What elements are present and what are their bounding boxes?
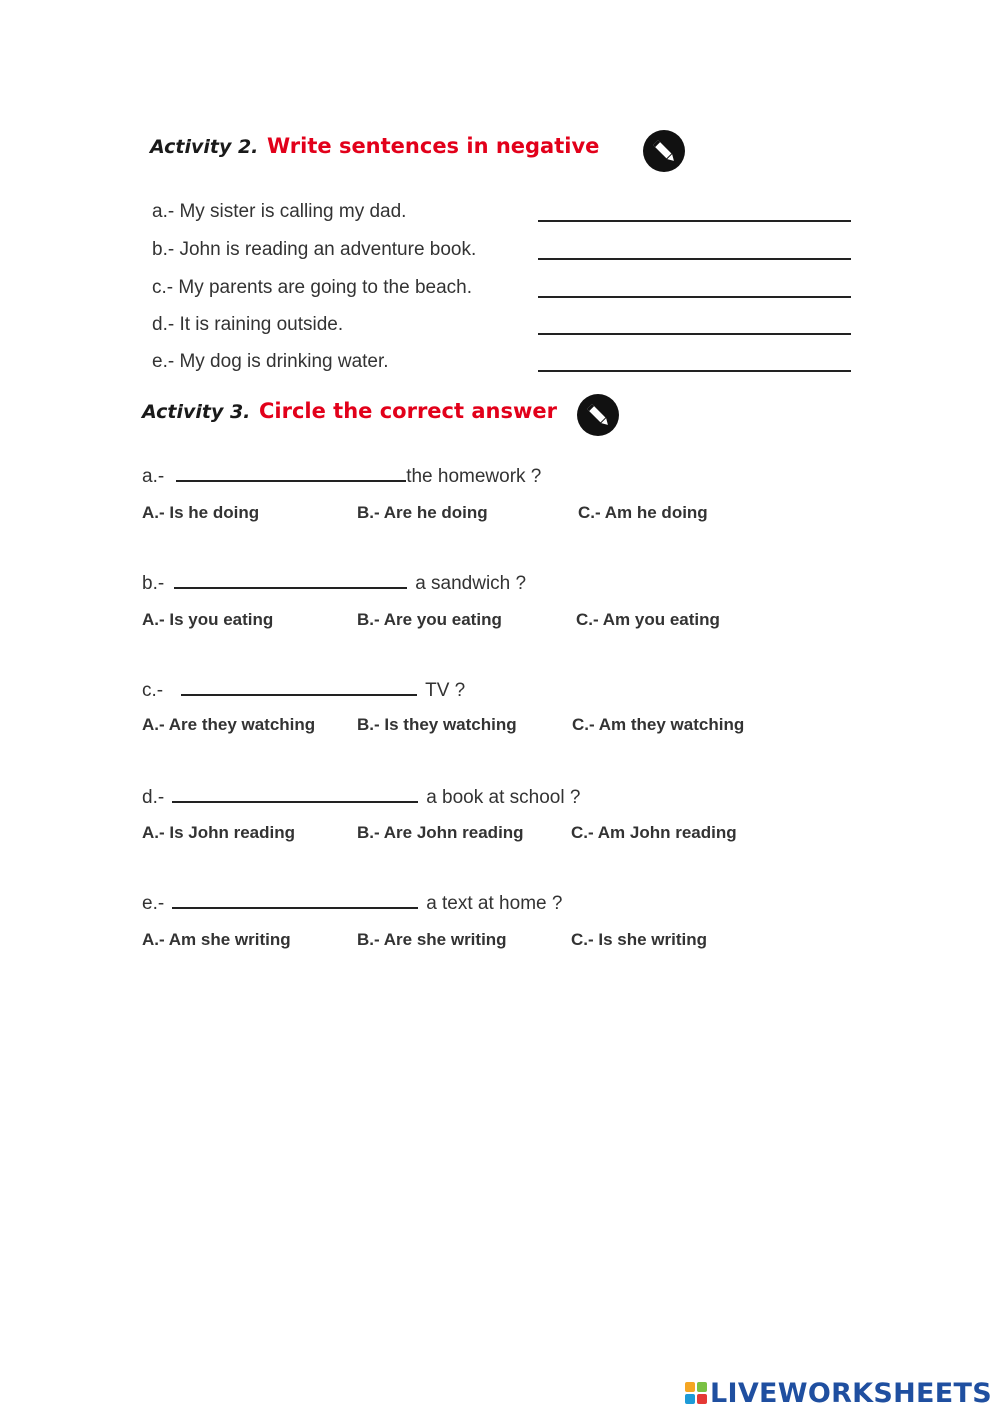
logo-grid-icon bbox=[685, 1382, 707, 1404]
activity-3-title: Circle the correct answer bbox=[259, 399, 557, 423]
option-c-A[interactable]: A.- Are they watching bbox=[142, 715, 316, 734]
answer-blank[interactable] bbox=[181, 694, 417, 696]
answer-line-a[interactable] bbox=[538, 220, 851, 222]
question-suffix: a book at school ? bbox=[426, 787, 581, 808]
option-a-B[interactable]: B.- Are he doing bbox=[357, 503, 488, 522]
option-d-A[interactable]: A.- Is John reading bbox=[142, 823, 296, 842]
liveworksheets-logo bbox=[685, 1378, 992, 1408]
question-prefix: a.- bbox=[142, 466, 165, 487]
question-e bbox=[142, 893, 562, 915]
question-d bbox=[142, 787, 580, 809]
question-suffix: TV ? bbox=[425, 680, 466, 701]
question-suffix: the homework ? bbox=[406, 466, 542, 487]
question-suffix: a text at home ? bbox=[426, 893, 563, 914]
logo-square bbox=[697, 1394, 707, 1404]
brand-name: LIVEWORKSHEETS bbox=[709, 1377, 992, 1409]
question-c bbox=[142, 680, 465, 702]
answer-line-c[interactable] bbox=[538, 296, 851, 298]
question-b bbox=[142, 573, 526, 595]
option-a-A[interactable]: A.- Is he doing bbox=[142, 503, 260, 522]
activity-3-label: Activity 3. bbox=[142, 401, 251, 423]
option-b-B[interactable]: B.- Are you eating bbox=[357, 610, 502, 629]
answer-blank[interactable] bbox=[176, 480, 406, 482]
option-c-C[interactable]: C.- Am they watching bbox=[572, 715, 745, 734]
sentence-a: a.- My sister is calling my dad. bbox=[152, 201, 407, 222]
sentence-d: d.- It is raining outside. bbox=[152, 314, 344, 335]
option-e-A[interactable]: A.- Am she writing bbox=[142, 930, 291, 949]
answer-line-d[interactable] bbox=[538, 333, 851, 335]
pencil-icon bbox=[577, 394, 619, 436]
logo-square bbox=[685, 1394, 695, 1404]
answer-line-e[interactable] bbox=[538, 370, 851, 372]
sentence-e: e.- My dog is drinking water. bbox=[152, 351, 389, 372]
answer-line-b[interactable] bbox=[538, 258, 851, 260]
activity-2-label: Activity 2. bbox=[150, 136, 259, 158]
activity-2-title: Write sentences in negative bbox=[267, 134, 600, 158]
question-suffix: a sandwich ? bbox=[415, 573, 527, 594]
answer-blank[interactable] bbox=[172, 907, 418, 909]
question-a bbox=[142, 466, 541, 488]
logo-square bbox=[697, 1382, 707, 1392]
option-e-B[interactable]: B.- Are she writing bbox=[357, 930, 507, 949]
answer-blank[interactable] bbox=[174, 587, 407, 589]
option-e-C[interactable]: C.- Is she writing bbox=[571, 930, 708, 949]
sentence-b: b.- John is reading an adventure book. bbox=[152, 239, 477, 260]
option-c-B[interactable]: B.- Is they watching bbox=[357, 715, 517, 734]
question-prefix: b.- bbox=[142, 573, 165, 594]
question-prefix: c.- bbox=[142, 680, 164, 701]
option-d-C[interactable]: C.- Am John reading bbox=[571, 823, 737, 842]
answer-blank[interactable] bbox=[172, 801, 418, 803]
option-d-B[interactable]: B.- Are John reading bbox=[357, 823, 524, 842]
option-a-C[interactable]: C.- Am he doing bbox=[578, 503, 708, 522]
pencil-icon bbox=[643, 130, 685, 172]
option-b-C[interactable]: C.- Am you eating bbox=[576, 610, 720, 629]
option-b-A[interactable]: A.- Is you eating bbox=[142, 610, 274, 629]
question-prefix: e.- bbox=[142, 893, 165, 914]
sentence-c: c.- My parents are going to the beach. bbox=[152, 277, 473, 298]
logo-square bbox=[685, 1382, 695, 1392]
question-prefix: d.- bbox=[142, 787, 165, 808]
